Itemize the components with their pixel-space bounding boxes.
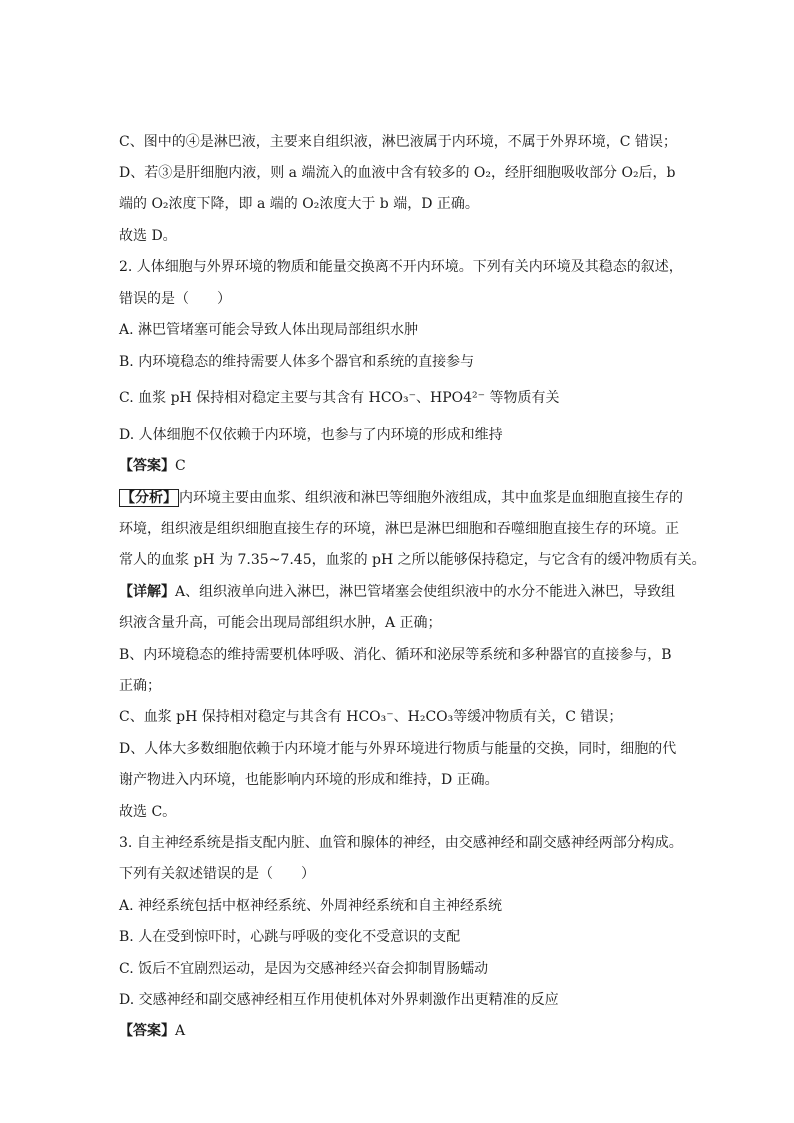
q2-detail-line3: B、内环境稳态的维持需要机体呼吸、消化、循环和泌尿等系统和多种器官的直接参与，B — [119, 647, 672, 663]
q3-option-d: D. 交感神经和副交感神经相互作用使机体对外界刺激作出更精准的反应 — [119, 992, 559, 1008]
q3-answer-value: A — [175, 1023, 186, 1039]
q2-detail-line6: D、人体大多数细胞依赖于内环境才能与外界环境进行物质与能量的交换，同时，细胞的代 — [119, 741, 677, 757]
q2-detail-label: 【详解】 — [119, 584, 175, 600]
q2-answer-value: C — [175, 458, 186, 474]
q3-option-a: A. 神经系统包括中枢神经系统、外周神经系统和自主神经系统 — [119, 898, 503, 914]
q3-stem-line2: 下列有关叙述错误的是（ ） — [119, 866, 315, 882]
q2-detail-text1: A、组织液单向进入淋巴，淋巴管堵塞会使组织液中的水分不能进入淋巴，导致组 — [175, 584, 676, 600]
q2-analysis-label: 【分析】 — [121, 490, 177, 506]
q2-detail-line2: 织液含量升高，可能会出现局部组织水肿，A 正确； — [119, 615, 442, 631]
q2-stem-line2: 错误的是（ ） — [119, 291, 231, 307]
q3-answer-label: 【答案】 — [119, 1023, 175, 1039]
q2-detail-line7: 谢产物进入内环境，也能影响内环境的形成和维持，D 正确。 — [119, 772, 499, 788]
q3-stem-line1: 3. 自主神经系统是指支配内脏、血管和腺体的神经，由交感神经和副交感神经两部分构成。 — [119, 835, 683, 851]
q2-answer-label: 【答案】 — [119, 458, 175, 474]
q2-detail-line5: C、血浆 pH 保持相对稳定与其含有 HCO₃⁻、H₂CO₃等缓冲物质有关，C 错误； — [119, 709, 623, 725]
q2-stem-line1: 2. 人体细胞与外界环境的物质和能量交换离不开内环境。下列有关内环境及其稳态的叙述， — [119, 259, 683, 275]
q1-choice: 故选 D。 — [119, 228, 177, 244]
q2-option-b: B. 内环境稳态的维持需要人体多个器官和系统的直接参与 — [119, 354, 475, 370]
q2-detail-line1 — [119, 582, 675, 602]
q2-detail-line4: 正确； — [119, 678, 161, 694]
q2-answer — [119, 456, 186, 476]
q3-option-c: C. 饭后不宜剧烈运动，是因为交感神经兴奋会抑制胃肠蠕动 — [119, 961, 489, 977]
q3-answer — [119, 1021, 185, 1041]
q2-option-a: A. 淋巴管堵塞可能会导致人体出现局部组织水肿 — [119, 322, 419, 338]
q1-option-d-explanation-line1: D、若③是肝细胞内液，则 a 端流入的血液中含有较多的 O₂，经肝细胞吸收部分 O₂后，b — [119, 165, 676, 181]
q2-option-c: C. 血浆 pH 保持相对稳定主要与其含有 HCO₃⁻、HPO4²⁻ 等物质有关 — [119, 390, 560, 406]
q2-option-d: D. 人体细胞不仅依赖于内环境，也参与了内环境的形成和维持 — [119, 427, 503, 443]
q1-option-c-explanation: C、图中的④是淋巴液，主要来自组织液，淋巴液属于内环境，不属于外界环境，C 错误； — [119, 134, 677, 150]
q2-analysis-line1 — [119, 488, 683, 508]
q2-choice: 故选 C。 — [119, 804, 177, 820]
q2-analysis-text1: 内环境主要由血浆、组织液和淋巴等细胞外液组成，其中血浆是血细胞直接生存的 — [179, 490, 683, 506]
q2-analysis-line2: 环境，组织液是组织细胞直接生存的环境，淋巴是淋巴细胞和吞噬细胞直接生存的环境。正 — [119, 521, 679, 537]
q2-analysis-line3: 常人的血浆 pH 为 7.35~7.45，血浆的 pH 之所以能够保持稳定，与它含有的缓冲物质有关。 — [119, 552, 706, 568]
q1-option-d-explanation-line2: 端的 O₂浓度下降，即 a 端的 O₂浓度大于 b 端，D 正确。 — [119, 196, 479, 212]
q3-option-b: B. 人在受到惊吓时，心跳与呼吸的变化不受意识的支配 — [119, 929, 461, 945]
